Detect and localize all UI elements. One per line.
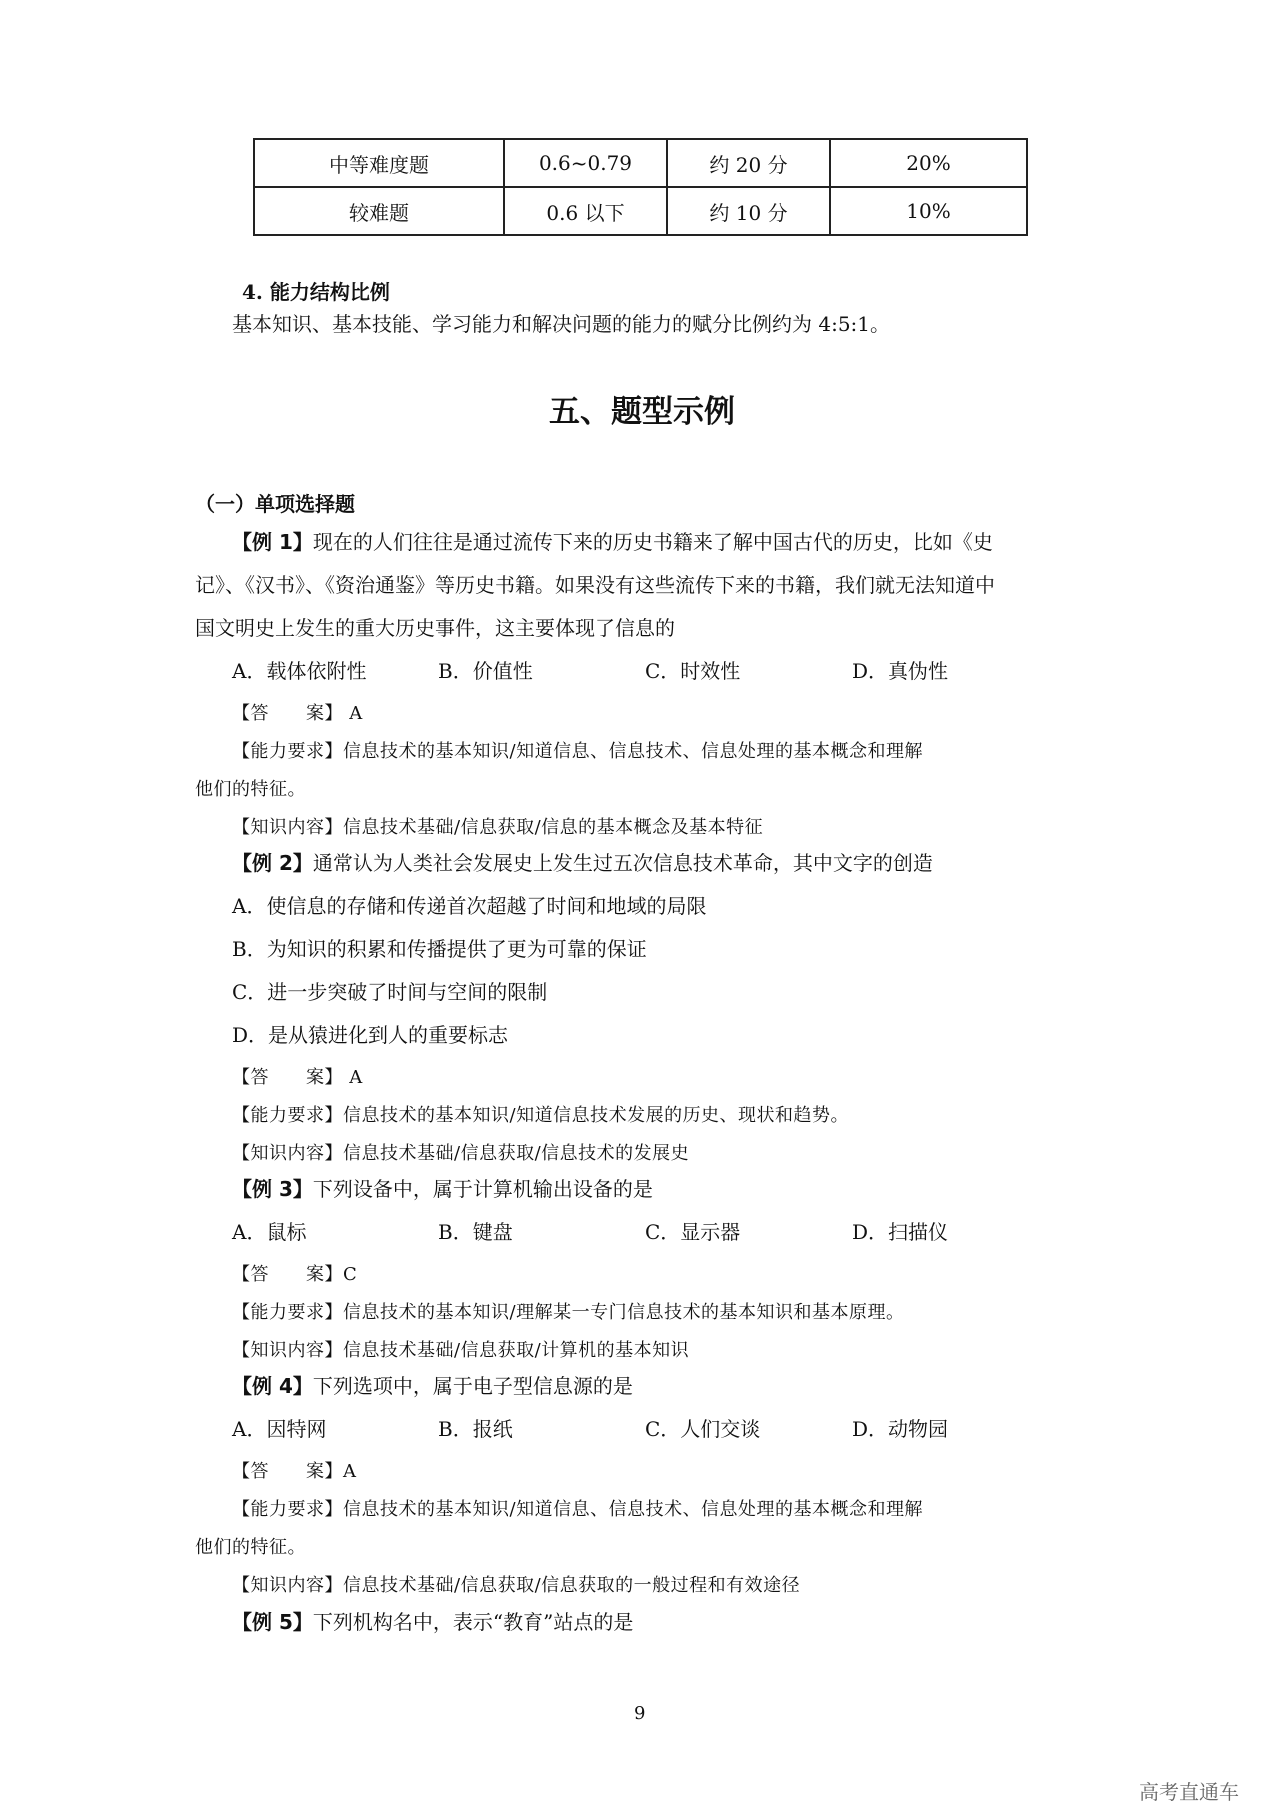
difficulty-table	[253, 138, 1028, 236]
example-label: 【例 2】	[232, 851, 313, 875]
knowledge-text: 信息技术基础/信息获取/信息的基本概念及基本特征	[343, 817, 764, 838]
example-1-stem	[232, 532, 993, 552]
knowledge-text: 信息技术基础/信息获取/信息技术的发展史	[343, 1143, 690, 1164]
ability-label: 【能力要求】	[232, 741, 343, 762]
ability-line	[232, 1101, 849, 1127]
table-cell: 20%	[830, 139, 1027, 187]
option-b: B．为知识的积累和传播提供了更为可靠的保证	[232, 937, 647, 961]
knowledge-text: 信息技术基础/信息获取/信息获取的一般过程和有效途径	[343, 1575, 801, 1596]
knowledge-label: 【知识内容】	[232, 1575, 343, 1596]
stem-text: 现在的人们往往是通过流传下来的历史书籍来了解中国古代的历史，比如《史	[312, 530, 993, 554]
example-1-line2: 记》、《汉书》、《资治通鉴》等历史书籍。如果没有这些流传下来的书籍，我们就无法知道中	[195, 573, 995, 597]
option-d: D．动物园	[852, 1417, 949, 1441]
table-cell: 约 10 分	[667, 187, 830, 235]
table-cell: 约 20 分	[667, 139, 830, 187]
knowledge-line	[232, 1571, 800, 1597]
option-b: B．键盘	[438, 1220, 513, 1244]
example-label: 【例 5】	[232, 1610, 313, 1634]
option-a: A．因特网	[232, 1417, 327, 1441]
option-a: A．使信息的存储和传递首次超越了时间和地域的局限	[232, 894, 707, 918]
knowledge-label: 【知识内容】	[232, 1340, 343, 1361]
section-heading: 4. 能力结构比例	[242, 280, 390, 304]
table-cell: 0.6 以下	[504, 187, 667, 235]
watermark: 高考直通车	[1139, 1780, 1239, 1804]
option-c: C．人们交谈	[645, 1417, 761, 1441]
option-d: D．扫描仪	[852, 1220, 949, 1244]
ability-text: 信息技术的基本知识/知道信息、信息技术、信息处理的基本概念和理解	[343, 1499, 924, 1520]
example-label: 【例 1】	[232, 530, 313, 554]
knowledge-line	[232, 813, 763, 839]
answer-line	[232, 1260, 357, 1286]
knowledge-line	[232, 1336, 689, 1362]
answer-value: A	[349, 1067, 363, 1088]
stem-text: 下列设备中，属于计算机输出设备的是	[312, 1177, 653, 1201]
option-c: C．时效性	[645, 659, 741, 683]
ability-line	[232, 737, 923, 763]
stem-text: 通常认为人类社会发展史上发生过五次信息技术革命，其中文字的创造	[312, 851, 933, 875]
ability-line-2: 他们的特征。	[195, 1537, 306, 1558]
answer-label: 【答 案】	[232, 1067, 343, 1088]
option-c: C．显示器	[645, 1220, 741, 1244]
option-a: A．载体依附性	[232, 659, 367, 683]
page-number: 9	[634, 1703, 646, 1724]
example-label: 【例 4】	[232, 1374, 313, 1398]
option-c: C．进一步突破了时间与空间的限制	[232, 980, 548, 1004]
answer-label: 【答 案】	[232, 703, 343, 724]
knowledge-text: 信息技术基础/信息获取/计算机的基本知识	[343, 1340, 690, 1361]
answer-line	[232, 1063, 363, 1089]
ability-text: 信息技术的基本知识/知道信息技术发展的历史、现状和趋势。	[343, 1105, 850, 1126]
example-4-stem	[232, 1376, 633, 1396]
example-5-stem	[232, 1612, 633, 1632]
section-text: 基本知识、基本技能、学习能力和解决问题的能力的赋分比例约为 4:5:1。	[232, 312, 891, 336]
option-b: B．价值性	[438, 659, 533, 683]
option-d: D．真伪性	[852, 659, 949, 683]
option-d: D．是从猿进化到人的重要标志	[232, 1023, 509, 1047]
ability-line	[232, 1495, 923, 1521]
ability-text: 信息技术的基本知识/知道信息、信息技术、信息处理的基本概念和理解	[343, 741, 924, 762]
table-row	[254, 187, 1027, 235]
ability-label: 【能力要求】	[232, 1105, 343, 1126]
example-label: 【例 3】	[232, 1177, 313, 1201]
table-cell: 0.6~0.79	[504, 139, 667, 187]
answer-line	[232, 1457, 357, 1483]
ability-line	[232, 1298, 905, 1324]
answer-line	[232, 699, 363, 725]
knowledge-label: 【知识内容】	[232, 817, 343, 838]
ability-text: 信息技术的基本知识/理解某一专门信息技术的基本知识和基本原理。	[343, 1302, 905, 1323]
table-cell: 中等难度题	[254, 139, 504, 187]
ability-label: 【能力要求】	[232, 1302, 343, 1323]
answer-label: 【答 案】	[232, 1264, 343, 1285]
answer-label: 【答 案】	[232, 1461, 343, 1482]
option-a: A．鼠标	[232, 1220, 307, 1244]
table-cell: 10%	[830, 187, 1027, 235]
example-3-stem	[232, 1179, 653, 1199]
stem-text: 下列机构名中，表示“教育”站点的是	[312, 1610, 634, 1634]
example-1-line3: 国文明史上发生的重大历史事件，这主要体现了信息的	[195, 616, 675, 640]
answer-value: C	[343, 1264, 358, 1285]
ability-label: 【能力要求】	[232, 1499, 343, 1520]
answer-value: A	[343, 1461, 357, 1482]
knowledge-line	[232, 1139, 689, 1165]
option-b: B．报纸	[438, 1417, 513, 1441]
subsection-title: （一）单项选择题	[195, 492, 355, 516]
stem-text: 下列选项中，属于电子型信息源的是	[312, 1374, 633, 1398]
example-2-stem	[232, 853, 933, 873]
answer-value: A	[349, 703, 363, 724]
ability-line-2: 他们的特征。	[195, 779, 306, 800]
table-cell: 较难题	[254, 187, 504, 235]
table-row	[254, 139, 1027, 187]
chapter-title: 五、题型示例	[549, 394, 735, 430]
knowledge-label: 【知识内容】	[232, 1143, 343, 1164]
